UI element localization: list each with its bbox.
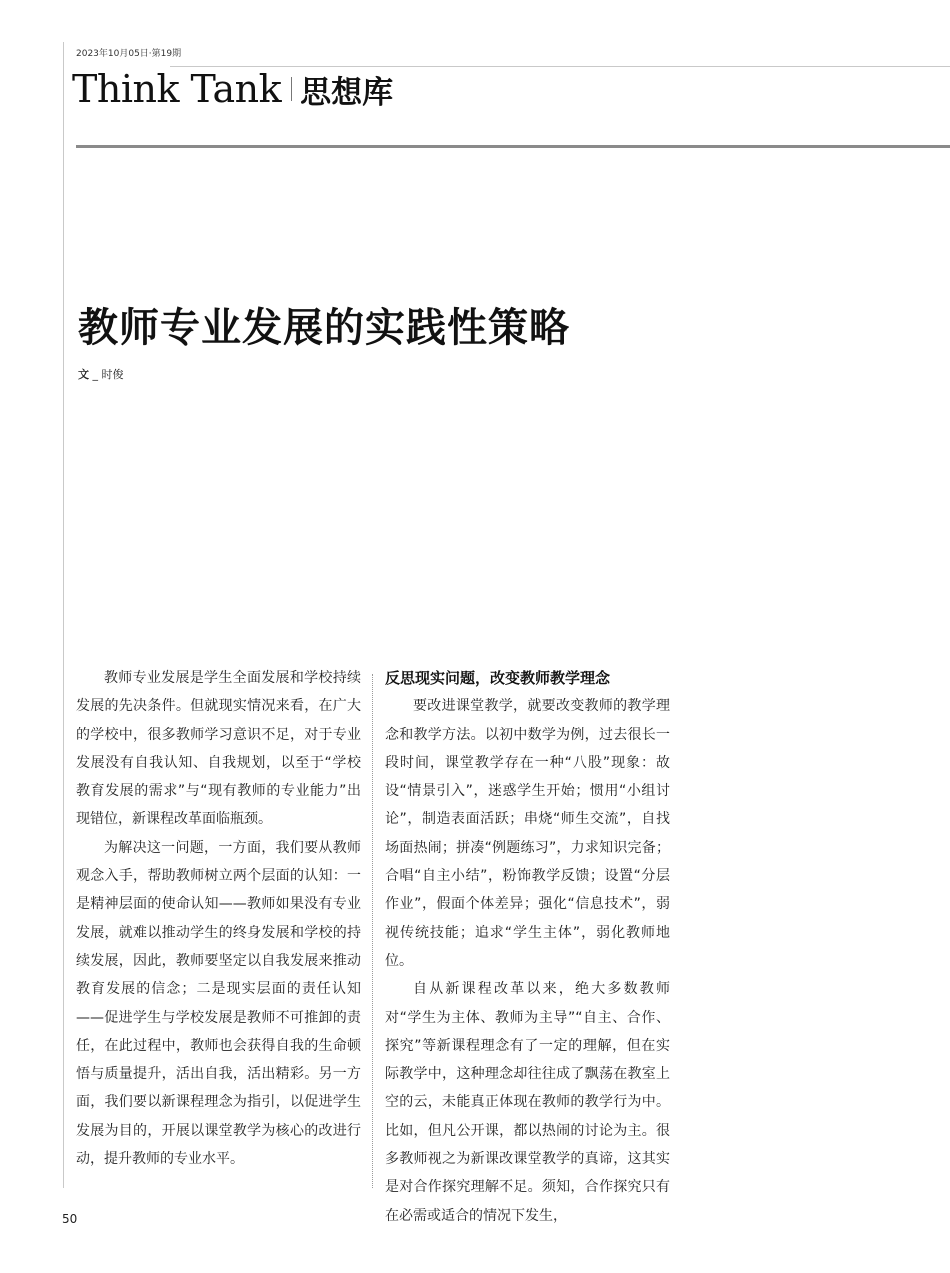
issue-date: 2023年10月05日·第19期 bbox=[76, 49, 182, 59]
left-margin-rule bbox=[63, 42, 64, 1188]
body-paragraph: 教师专业发展是学生全面发展和学校持续发展的先决条件。但就现实情况来看，在广大的学校中，很多教师学习意识不足，对于专业发展没有自我认知、自我规划，以至于“学校教育发展的需求”与“现有教师的专业能力”出现错位，新课程改革面临瓶颈。 bbox=[76, 670, 361, 828]
body-paragraph: 为解决这一问题，一方面，我们要从教师观念入手，帮助教师树立两个层面的认知：一是精神层面的使命认知——教师如果没有专业发展，就难以推动学生的终身发展和学校的持续发展，因此，教师要坚定以自我发展来推动教育发展的信念；二是现实层面的责任认知——促进学生与学校发展是教师不可推卸的责任，在此过程中，教师也会获得自我的生命顿悟与质量提升，活出自我，活出精彩。另一方面，我们要以新课程理念为指引，以促进学生发展为目的，开展以课堂教学为核心的改进行动，提升教师的专业水平。 bbox=[76, 839, 361, 1168]
author-name: 时俊 bbox=[101, 368, 124, 381]
left-column bbox=[76, 664, 361, 1188]
byline-prefix: 文 bbox=[78, 368, 89, 381]
byline bbox=[78, 366, 124, 382]
page-number: 50 bbox=[62, 1212, 78, 1226]
body-paragraph: 自从新课程改革以来，绝大多数教师对“学生为主体、教师为主导”“自主、合作、探究”等新课程理念有了一定的理解，但在实际教学中，这种理念却往往成了飘荡在教室上空的云，未能真正体现在教师的教学行为中。比如，但凡公开课，都以热闹的讨论为主。很多教师视之为新课改课堂教学的真谛，这其实是对合作探究理解不足。须知，合作探究只有在必需或适合的情况下发生， bbox=[385, 981, 670, 1224]
brand-english: Think Tank bbox=[72, 67, 282, 111]
body-paragraph: 要改进课堂教学，就要改变教师的教学理念和教学方法。以初中数学为例，过去很长一段时间，课堂教学存在一种“八股”现象：故设“情景引入”，迷惑学生开始；惯用“小组讨论”，制造表面活跃；串烧“师生交流”，自找场面热闹；拼凑“例题练习”，力求知识完备；合唱“自主小结”，粉饰教学反馈；设置“分层作业”，假面个体差异；强化“信息技术”，弱视传统技能；追求“学生主体”，弱化教师地位。 bbox=[385, 698, 670, 969]
right-column bbox=[385, 664, 670, 1224]
article-title: 教师专业发展的实践性策略 bbox=[78, 305, 570, 351]
masthead bbox=[72, 64, 393, 114]
section-heading: 反思现实问题，改变教师教学理念 bbox=[385, 669, 611, 687]
column-divider bbox=[372, 674, 373, 1188]
brand-separator bbox=[291, 77, 292, 101]
byline-separator: _ bbox=[92, 368, 98, 381]
header-divider bbox=[76, 145, 950, 148]
brand-chinese: 思想库 bbox=[300, 74, 394, 111]
